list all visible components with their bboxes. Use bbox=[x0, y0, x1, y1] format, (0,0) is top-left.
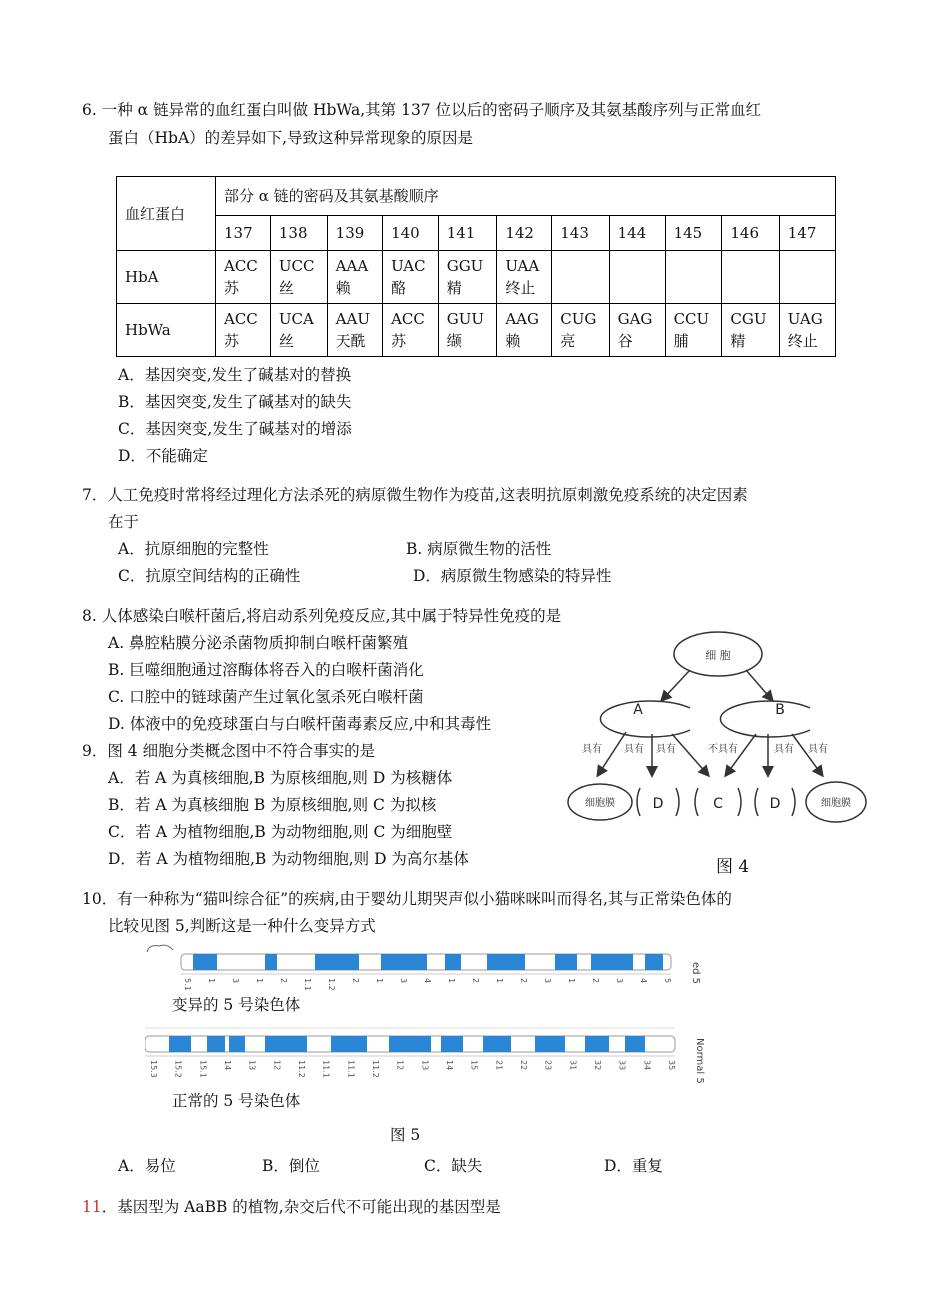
chromosome-band bbox=[331, 1036, 367, 1052]
mutant-chromosome-label: 变异的 5 号染色体 bbox=[172, 996, 301, 1014]
band-label: 13 bbox=[420, 1060, 430, 1071]
codon-cell bbox=[665, 304, 722, 357]
q6-option-c: C．基因突变,发生了碱基对的增添 bbox=[118, 420, 352, 438]
band-label: 1.2 bbox=[327, 978, 336, 991]
figure-4-caption: 图 4 bbox=[716, 857, 750, 877]
q6-stem-line2: 蛋白（HbA）的差异如下,导致这种异常现象的原因是 bbox=[108, 129, 474, 147]
chromosome-band bbox=[483, 1036, 511, 1052]
band-label: 5 bbox=[663, 978, 672, 984]
hemoglobin-table bbox=[116, 176, 836, 357]
q7-option-d: D．病原微生物感染的特异性 bbox=[413, 567, 612, 585]
codon-cell bbox=[497, 304, 552, 357]
codon: CGU bbox=[730, 310, 767, 328]
q6-option-a: A．基因突变,发生了碱基对的替换 bbox=[118, 366, 352, 384]
codon: AAG bbox=[505, 310, 539, 328]
figure-4-diagram bbox=[560, 630, 880, 850]
amino-acid: 赖 bbox=[505, 332, 521, 350]
band-label: 4 bbox=[423, 978, 432, 984]
q7-stem-line1: 7．人工免疫时常将经过理化方法杀死的病原微生物作为疫苗,这表明抗原刺激免疫系统的决定因素 bbox=[82, 486, 748, 504]
codon-cell bbox=[779, 304, 835, 357]
band-label: 15 bbox=[469, 1060, 479, 1071]
band-label: 1.1 bbox=[303, 978, 312, 991]
amino-acid: 精 bbox=[730, 332, 746, 350]
position-cell: 140 bbox=[383, 216, 439, 251]
chromosome-band bbox=[265, 1036, 307, 1052]
codon-cell bbox=[609, 251, 665, 304]
position-cell: 144 bbox=[609, 216, 665, 251]
node-c-label: C bbox=[713, 796, 723, 812]
position-row bbox=[117, 216, 836, 251]
node-b bbox=[720, 701, 810, 737]
q7-option-c: C．抗原空间结构的正确性 bbox=[118, 567, 301, 585]
band-label: 2 bbox=[351, 978, 360, 984]
chromosome-band bbox=[555, 954, 577, 970]
codon-cell bbox=[609, 304, 665, 357]
band-label: 3 bbox=[231, 978, 240, 984]
amino-acid: 酪 bbox=[391, 279, 407, 297]
amino-acid: 苏 bbox=[224, 332, 240, 350]
chromosome-band bbox=[625, 1036, 645, 1052]
position-cell: 146 bbox=[722, 216, 779, 251]
codon-cell bbox=[216, 304, 271, 357]
q8-option-d: D. 体液中的免疫球蛋白与白喉杆菌毒素反应,中和其毒性 bbox=[108, 715, 492, 733]
band-label: 2 bbox=[279, 978, 288, 984]
band-label: 11.2 bbox=[371, 1060, 380, 1078]
chromosome-band bbox=[265, 954, 277, 970]
chromosome-band bbox=[445, 954, 461, 970]
position-cell: 137 bbox=[216, 216, 271, 251]
amino-acid: 苏 bbox=[391, 332, 407, 350]
codon: UCA bbox=[278, 310, 314, 328]
row-name: HbA bbox=[117, 251, 216, 304]
codon-cell bbox=[270, 304, 327, 357]
amino-acid: 赖 bbox=[335, 279, 351, 297]
codon-cell bbox=[722, 304, 779, 357]
mutant-side-label: ed 5 bbox=[690, 962, 701, 985]
edge-label: 具有 bbox=[624, 744, 644, 755]
band-label: 1 bbox=[255, 978, 264, 984]
membrane-right-label: 细胞膜 bbox=[821, 798, 851, 809]
q10-option-a: A．易位 bbox=[118, 1157, 176, 1175]
q9-option-b: B．若 A 为真核细胞 B 为原核细胞,则 C 为拟核 bbox=[108, 796, 437, 814]
band-label: 3 bbox=[615, 978, 624, 984]
band-label: 12 bbox=[395, 1060, 405, 1071]
amino-acid: 天酰 bbox=[335, 332, 366, 350]
codon-cell bbox=[270, 251, 327, 304]
band-label: 5.1 bbox=[183, 978, 192, 991]
table-header: 部分 α 链的密码及其氨基酸顺序 bbox=[216, 177, 836, 216]
q9-stem: 9．图 4 细胞分类概念图中不符合事实的是 bbox=[82, 742, 376, 760]
node-d-right-label: D bbox=[769, 796, 781, 812]
normal-side-label: Normal 5 bbox=[694, 1038, 705, 1084]
band-label: 1 bbox=[447, 978, 456, 984]
codon-cell bbox=[497, 251, 552, 304]
q10-option-d: D．重复 bbox=[604, 1157, 663, 1175]
band-label: 33 bbox=[617, 1060, 627, 1071]
edge-label: 具有 bbox=[774, 744, 794, 755]
normal-chromosome-label: 正常的 5 号染色体 bbox=[172, 1092, 301, 1110]
position-cell: 143 bbox=[552, 216, 609, 251]
chromosome-band bbox=[207, 1036, 225, 1052]
codon: AAA bbox=[335, 257, 369, 275]
chromosome-band bbox=[441, 1036, 463, 1052]
amino-acid: 缬 bbox=[446, 332, 462, 350]
position-cell: 145 bbox=[665, 216, 722, 251]
codon-cell bbox=[722, 251, 779, 304]
q9-option-a: A．若 A 为真核细胞,B 为原核细胞,则 D 为核糖体 bbox=[108, 769, 453, 787]
mutant-band-labels bbox=[183, 978, 672, 991]
edge-label: 具有 bbox=[808, 744, 828, 755]
amino-acid: 谷 bbox=[617, 332, 633, 350]
amino-acid: 精 bbox=[446, 279, 462, 297]
codon: AAU bbox=[335, 310, 370, 328]
q8-stem: 8. 人体感染白喉杆菌后,将启动系列免疫反应,其中属于特异性免疫的是 bbox=[82, 607, 562, 625]
codon: UCC bbox=[278, 257, 315, 275]
codon-cell bbox=[552, 304, 609, 357]
q10-stem-line1: 10．有一种称为“猫叫综合征”的疾病,由于婴幼儿期哭声似小猫咪咪叫而得名,其与正常染色体的 bbox=[82, 890, 732, 908]
band-label: 14 bbox=[223, 1060, 232, 1071]
band-label: 2 bbox=[519, 978, 528, 984]
q7-option-a: A．抗原细胞的完整性 bbox=[118, 540, 269, 558]
codon: ACC bbox=[224, 257, 258, 275]
band-label: 15.1 bbox=[198, 1060, 208, 1078]
node-d-left-label: D bbox=[652, 796, 664, 812]
amino-acid: 苏 bbox=[224, 279, 240, 297]
q7-stem-line2: 在于 bbox=[108, 513, 140, 531]
codon-cell bbox=[216, 251, 271, 304]
q8-option-a: A. 鼻腔粘膜分泌杀菌物质抑制白喉杆菌繁殖 bbox=[108, 634, 409, 652]
normal-band-labels bbox=[149, 1060, 676, 1078]
q11-number: 11 bbox=[82, 1198, 102, 1216]
amino-acid: 丝 bbox=[278, 279, 294, 297]
band-label: 11.1 bbox=[321, 1060, 331, 1078]
band-label: 3 bbox=[399, 978, 408, 984]
edge-label: 具有 bbox=[582, 744, 602, 755]
codon-cell bbox=[779, 251, 835, 304]
q11-stem bbox=[82, 1194, 501, 1220]
edge-label: 不具有 bbox=[708, 744, 738, 755]
codon-cell bbox=[383, 251, 439, 304]
band-label: 11.1 bbox=[346, 1060, 356, 1078]
q8-option-b: B. 巨噬细胞通过溶酶体将吞入的白喉杆菌消化 bbox=[108, 661, 424, 679]
q11-text: ．基因型为 AaBB 的植物,杂交后代不可能出现的基因型是 bbox=[101, 1198, 501, 1216]
band-label: 21 bbox=[494, 1060, 504, 1071]
band-label: 23 bbox=[543, 1060, 553, 1071]
band-label: 2 bbox=[471, 978, 480, 984]
codon: CCU bbox=[673, 310, 710, 328]
q7-option-b: B. 病原微生物的活性 bbox=[406, 540, 552, 558]
codon: ACC bbox=[224, 310, 258, 328]
table-corner: 血红蛋白 bbox=[117, 177, 216, 251]
chromosome-band bbox=[487, 954, 525, 970]
position-cell: 142 bbox=[497, 216, 552, 251]
node-b-label: B bbox=[775, 702, 785, 718]
chromosome-band bbox=[645, 954, 663, 970]
band-label: 1 bbox=[495, 978, 504, 984]
edge-label: 具有 bbox=[656, 744, 676, 755]
codon-cell bbox=[383, 304, 439, 357]
codon: ACC bbox=[391, 310, 425, 328]
q9-option-c: C．若 A 为植物细胞,B 为动物细胞,则 C 为细胞壁 bbox=[108, 823, 453, 841]
q10-option-b: B．倒位 bbox=[262, 1157, 320, 1175]
row-name: HbWa bbox=[117, 304, 216, 357]
band-label: 15.2 bbox=[173, 1060, 183, 1078]
chromosome-band bbox=[315, 954, 359, 970]
codon: UAG bbox=[787, 310, 823, 328]
codon: GAG bbox=[617, 310, 653, 328]
amino-acid: 丝 bbox=[278, 332, 294, 350]
amino-acid: 脯 bbox=[673, 332, 689, 350]
band-label: 34 bbox=[642, 1060, 652, 1071]
codon-cell bbox=[665, 251, 722, 304]
cell-node-label: 细 胞 bbox=[705, 649, 731, 662]
amino-acid: 终止 bbox=[505, 279, 536, 297]
amino-acid: 亮 bbox=[560, 332, 576, 350]
chromosome-band bbox=[229, 1036, 245, 1052]
position-cell: 138 bbox=[270, 216, 327, 251]
band-label: 1 bbox=[567, 978, 576, 984]
band-label: 15.3 bbox=[149, 1060, 158, 1078]
table-row bbox=[117, 304, 836, 357]
codon: CUG bbox=[560, 310, 597, 328]
band-label: 1 bbox=[375, 978, 384, 984]
chromosome-band bbox=[389, 1036, 431, 1052]
codon: UAA bbox=[505, 257, 540, 275]
band-label: 3 bbox=[543, 978, 552, 984]
codon-cell bbox=[438, 251, 497, 304]
q10-option-c: C．缺失 bbox=[424, 1157, 483, 1175]
band-label: 13 bbox=[247, 1060, 257, 1071]
codon: UAC bbox=[391, 257, 426, 275]
band-label: 14 bbox=[445, 1060, 454, 1071]
codon-cell bbox=[327, 304, 382, 357]
q6-stem-line1: 6. 一种 α 链异常的血红蛋白叫做 HbWa,其第 137 位以后的密码子顺序及其氨基酸序列与正常血红 bbox=[82, 101, 762, 119]
position-cell: 139 bbox=[327, 216, 382, 251]
band-label: 12 bbox=[272, 1060, 282, 1071]
q9-option-d: D．若 A 为植物细胞,B 为动物细胞,则 D 为高尔基体 bbox=[108, 850, 469, 868]
chromosome-band bbox=[585, 1036, 609, 1052]
q6-option-d: D．不能确定 bbox=[118, 447, 208, 465]
figure-5-caption: 图 5 bbox=[390, 1126, 421, 1144]
codon-cell bbox=[552, 251, 609, 304]
chromosome-band bbox=[591, 954, 633, 970]
codon-cell bbox=[438, 304, 497, 357]
codon-cell bbox=[327, 251, 382, 304]
codon: GUU bbox=[446, 310, 484, 328]
band-label: 22 bbox=[519, 1060, 528, 1071]
position-cell: 141 bbox=[438, 216, 497, 251]
band-label: 35 bbox=[667, 1060, 676, 1071]
q10-stem-line2: 比较见图 5,判断这是一种什么变异方式 bbox=[108, 917, 376, 935]
q8-option-c: C. 口腔中的链球菌产生过氧化氢杀死白喉杆菌 bbox=[108, 688, 424, 706]
band-label: 31 bbox=[568, 1060, 578, 1071]
table-row bbox=[117, 251, 836, 304]
amino-acid: 终止 bbox=[787, 332, 818, 350]
chromosome-band bbox=[169, 1036, 191, 1052]
membrane-left-label: 细胞膜 bbox=[585, 798, 615, 809]
node-a-label: A bbox=[633, 702, 643, 718]
band-label: 2 bbox=[591, 978, 600, 984]
band-label: 1 bbox=[207, 978, 216, 984]
position-cell: 147 bbox=[779, 216, 835, 251]
node-a bbox=[600, 701, 690, 737]
chromosome-band bbox=[535, 1036, 565, 1052]
band-label: 11.2 bbox=[297, 1060, 306, 1078]
chromosome-band bbox=[193, 954, 217, 970]
band-label: 32 bbox=[593, 1060, 602, 1071]
codon: GGU bbox=[446, 257, 484, 275]
chromosome-band bbox=[381, 954, 427, 970]
q6-option-b: B．基因突变,发生了碱基对的缺失 bbox=[118, 393, 352, 411]
band-label: 4 bbox=[639, 978, 648, 984]
